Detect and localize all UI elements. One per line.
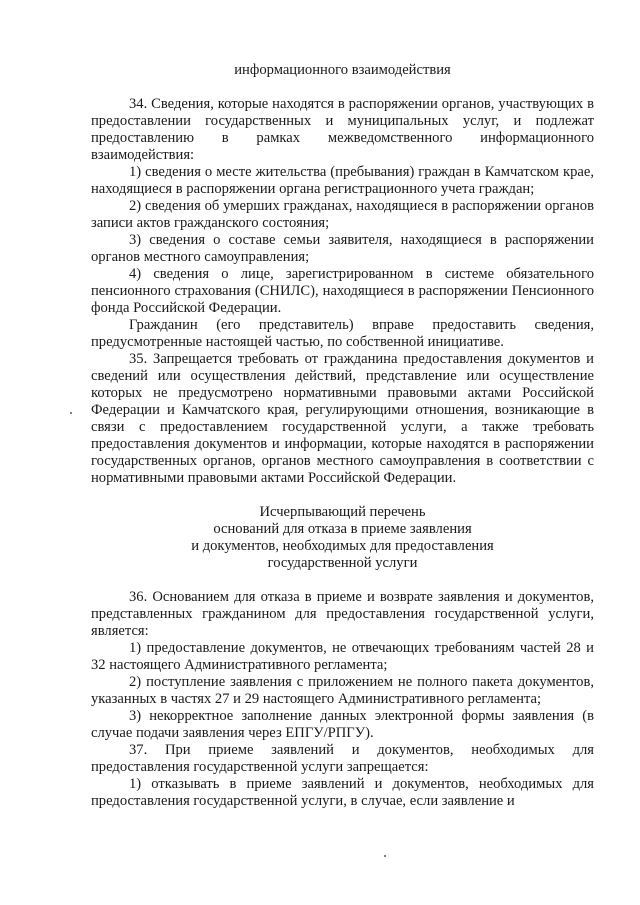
section-heading-line-2: оснований для отказа в приеме заявления xyxy=(213,521,472,537)
section-heading-line-4: государственной услуги xyxy=(267,555,418,571)
paragraph-34: 34. Сведения, которые находятся в распоряжении органов, участвующих в предоставлении государственных и муниципальных услуг, и подлежат предоставлению в рамках межведомственного информационного взаимодействия: xyxy=(91,96,594,163)
list-item-37-1: 1) отказывать в приеме заявлений и документов, необходимых для предоставления государственной услуги, в случае, если заявление и xyxy=(91,776,594,809)
list-item-34-2: 2) сведения об умерших гражданах, находящиеся в распоряжении органов записи актов гражданского состояния; xyxy=(91,198,594,231)
list-item-36-1: 1) предоставление документов, не отвечающих требованиям частей 28 и 32 настоящего Административного регламента; xyxy=(91,640,594,673)
list-item-36-3: 3) некорректное заполнение данных электронной формы заявления (в случае подачи заявления через ЕПГУ/РПГУ). xyxy=(91,708,594,741)
paragraph-37: 37. При приеме заявлений и документов, необходимых для предоставления государственной услуги запрещается: xyxy=(91,742,594,775)
list-item-34-1: 1) сведения о месте жительства (пребывания) граждан в Камчатском крае, находящиеся в распоряжении органа регистрационного учета граждан; xyxy=(91,164,594,197)
paragraph-34-note: Гражданин (его представитель) вправе предоставить сведения, предусмотренные настоящей частью, по собственной инициативе. xyxy=(91,317,594,350)
list-item-36-2: 2) поступление заявления с приложением не полного пакета документов, указанных в частях 27 и 29 настоящего Административного регламента; xyxy=(91,674,594,707)
section-heading-line-3: и документов, необходимых для предоставления xyxy=(191,538,494,554)
section-heading xyxy=(91,504,594,572)
scan-speck xyxy=(70,412,72,414)
document-body xyxy=(91,62,594,810)
scan-speck xyxy=(384,855,386,857)
list-item-34-4: 4) сведения о лице, зарегистрированном в системе обязательного пенсионного страхования (СНИЛС), находящиеся в распоряжении Пенсионного фонда Российской Федерации. xyxy=(91,266,594,316)
section-heading-line-1: Исчерпывающий перечень xyxy=(259,504,426,520)
paragraph-35: 35. Запрещается требовать от гражданина предоставления документов и сведений или осуществления действий, представление или осуществление которых не предусмотрено нормативными правовыми актами Российской Федерации и Камчатского края, регулирующими отношения, возникающие в связи с предоставлением государственной услуги, а также требовать предоставления документов и информации, которые находятся в распоряжении государственных органов, органов местного самоуправления в соответствии с нормативными правовыми актами Российской Федерации. xyxy=(91,351,594,486)
paragraph-36: 36. Основанием для отказа в приеме и возврате заявления и документов, представленных гражданином для предоставления государственной услуги, является: xyxy=(91,589,594,639)
list-item-34-3: 3) сведения о составе семьи заявителя, находящиеся в распоряжении органов местного самоуправления; xyxy=(91,232,594,265)
continuation-heading: информационного взаимодействия xyxy=(234,62,451,78)
